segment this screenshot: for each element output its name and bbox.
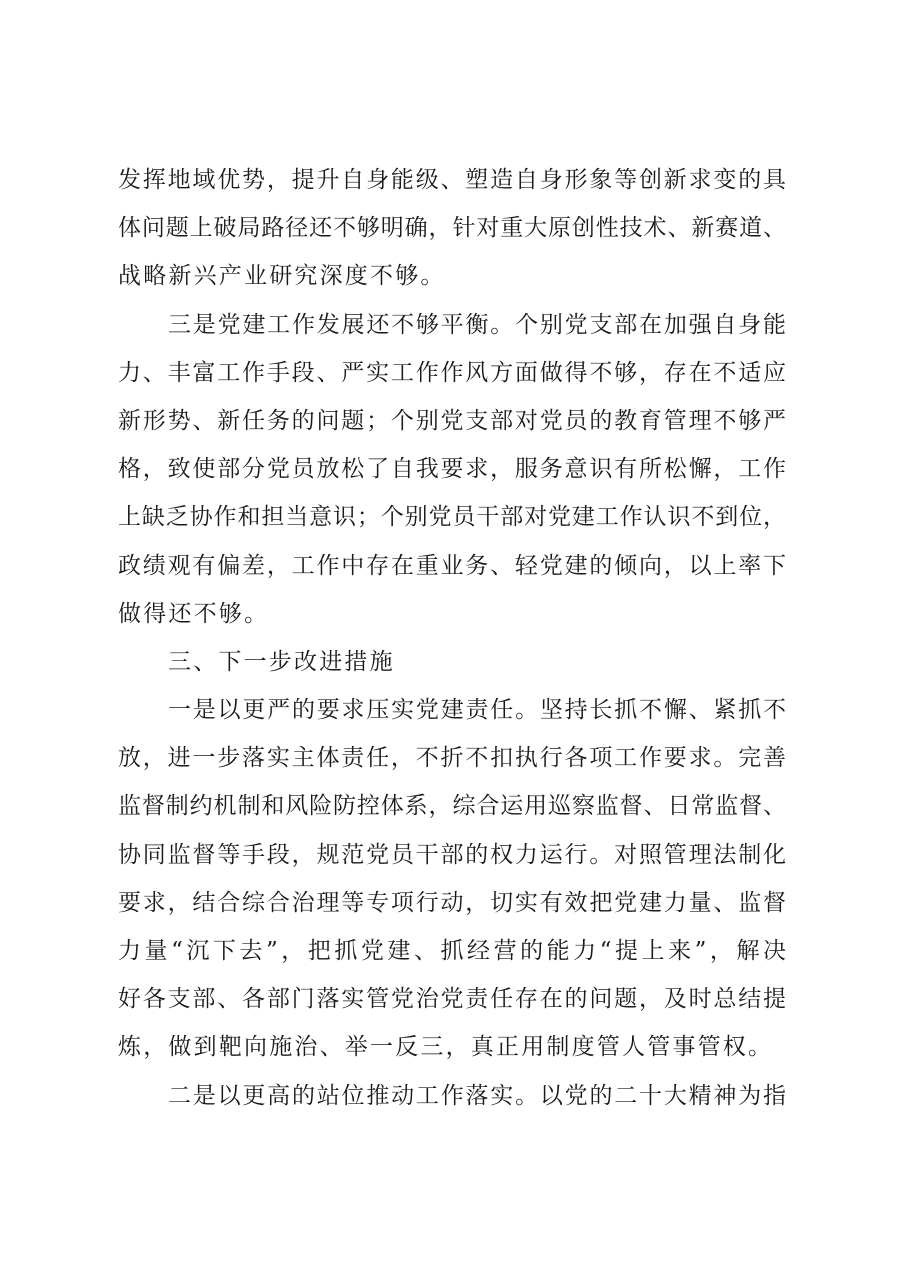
- paragraph-line: 监督制约机制和风险防控体系，综合运用巡察监督、日常监督、: [118, 793, 786, 820]
- paragraph-line: 一是以更严的要求压实党建责任。坚持长抓不懈、紧抓不: [168, 697, 786, 724]
- paragraph-line: 协同监督等手段，规范党员干部的权力运行。对照管理法制化: [118, 841, 786, 868]
- paragraph-line: 三是党建工作发展还不够平衡。个别党支部在加强自身能: [168, 311, 786, 338]
- paragraph-line: 战略新兴产业研究深度不够。: [118, 263, 446, 290]
- paragraph-line: 上缺乏协作和担当意识；个别党员干部对党建工作认识不到位，: [118, 504, 786, 531]
- paragraph-line: 要求，结合综合治理等专项行动，切实有效把党建力量、监督: [118, 889, 786, 916]
- paragraph-line: 新形势、新任务的问题；个别党支部对党员的教育管理不够严: [118, 407, 786, 434]
- paragraph-line: 炼，做到靶向施治、举一反三，真正用制度管人管事管权。: [118, 1034, 774, 1061]
- paragraph-line: 体问题上破局路径还不够明确，针对重大原创性技术、新赛道、: [118, 215, 786, 242]
- paragraph-line: 格，致使部分党员放松了自我要求，服务意识有所松懈，工作: [118, 456, 786, 483]
- paragraph-line: 做得还不够。: [118, 600, 270, 627]
- section-heading: 三、下一步改进措施: [168, 648, 395, 675]
- paragraph-line: 发挥地域优势，提升自身能级、塑造自身形象等创新求变的具: [118, 167, 786, 193]
- paragraph-line: 好各支部、各部门落实管党治党责任存在的问题，及时总结提: [118, 986, 786, 1013]
- paragraph-line: 政绩观有偏差，工作中存在重业务、轻党建的倾向，以上率下: [118, 552, 786, 579]
- document-body: [118, 156, 786, 1120]
- paragraph-line: 力量“沉下去”，把抓党建、抓经营的能力“提上来”，解决: [118, 938, 786, 964]
- paragraph-line: 二是以更高的站位推动工作落实。以党的二十大精神为指: [168, 1082, 786, 1109]
- paragraph-line: 力、丰富工作手段、严实工作作风方面做得不够，存在不适应: [118, 359, 786, 386]
- paragraph-line: 放，进一步落实主体责任，不折不扣执行各项工作要求。完善: [118, 745, 786, 772]
